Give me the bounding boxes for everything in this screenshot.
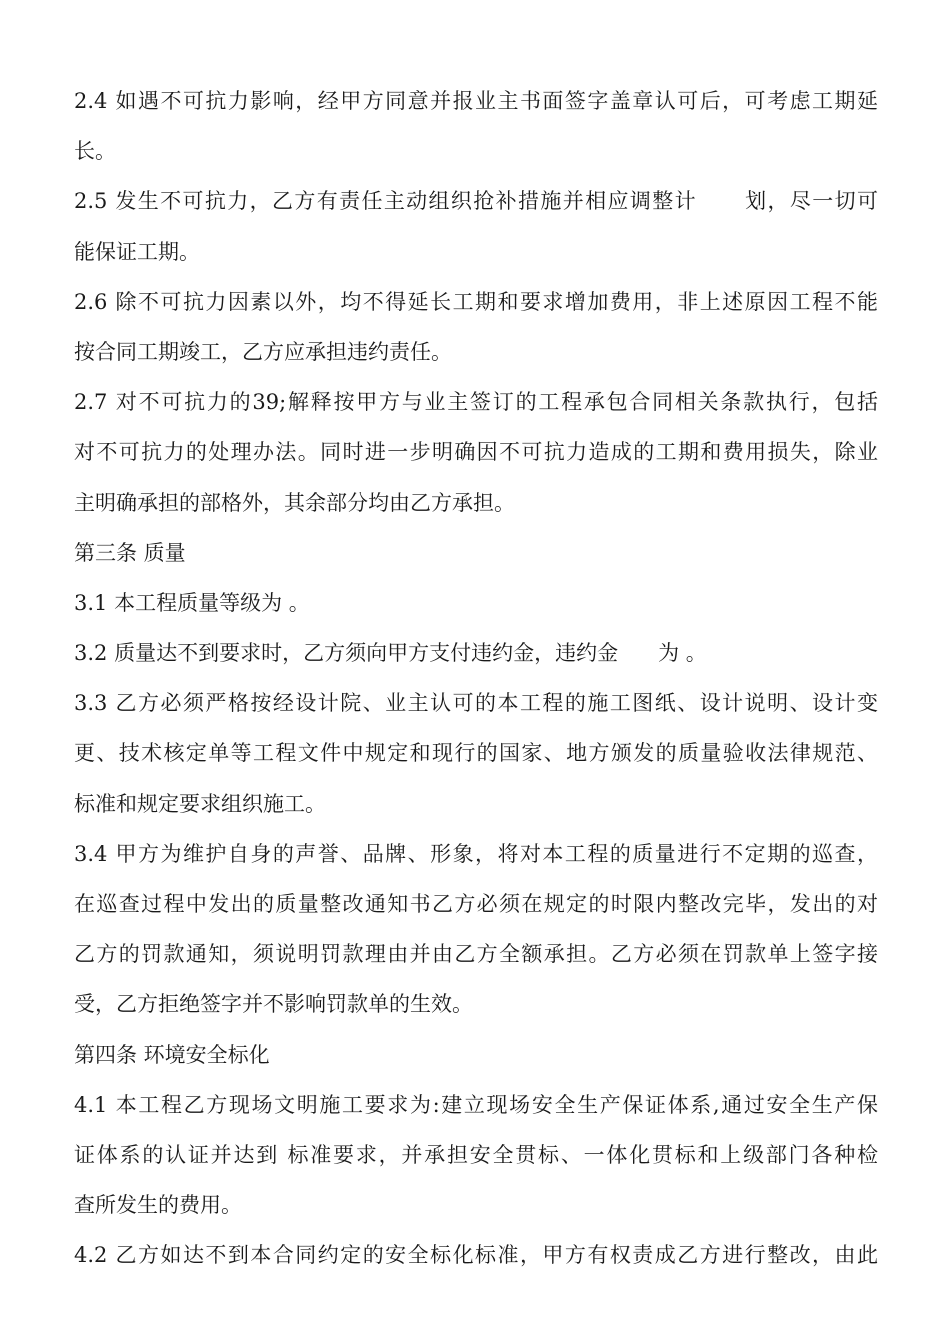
text-line: 受，乙方拒绝签字并不影响罚款单的生效。 <box>74 992 473 1017</box>
text-line: 2.4 如遇不可抗力影响，经甲方同意并报业主书面签字盖章认可后，可考虑工期延 <box>74 89 878 113</box>
text-line: 2.6 除不可抗力因素以外，均不得延长工期和要求增加费用，非上述原因工程不能 <box>74 289 878 314</box>
text-line: 3.1 本工程质量等级为 。 <box>74 590 310 615</box>
text-line: 标准和规定要求组织施工。 <box>74 791 326 816</box>
text-line: 3.3 乙方必须严格按经设计院、业主认可的本工程的施工图纸、设计说明、设计变 <box>74 691 878 716</box>
text-line: 4.1 本工程乙方现场文明施工要求为:建立现场安全生产保证体系,通过安全生产保 <box>74 1092 878 1117</box>
text-line: 在巡查过程中发出的质量整改通知书乙方必须在规定的时限内整改完毕，发出的对 <box>74 892 878 916</box>
text-line: 乙方的罚款通知，须说明罚款理由并由乙方全额承担。乙方必须在罚款单上签字接 <box>74 942 878 967</box>
text-line: 2.7 对不可抗力的39;解释按甲方与业主签订的工程承包合同相关条款执行，包括 <box>74 390 878 415</box>
text-line: 4.2 乙方如达不到本合同约定的安全标化标准，甲方有权责成乙方进行整改，由此 <box>74 1243 878 1268</box>
text-line: 3.2 质量达不到要求时，乙方须向甲方支付违约金，违约金 为 。 <box>74 641 707 666</box>
text-line: 第四条 环境安全标化 <box>74 1042 270 1067</box>
text-line: 更、技术核定单等工程文件中规定和现行的国家、地方颁发的质量验收法律规范、 <box>74 741 878 766</box>
text-line: 证体系的认证并达到 标准要求，并承担安全贯标、一体化贯标和上级部门各种检 <box>74 1142 878 1167</box>
document-page <box>74 76 878 1281</box>
text-line: 2.5 发生不可抗力，乙方有责任主动组织抢补措施并相应调整计 划，尽一切可 <box>74 189 878 214</box>
text-line: 按合同工期竣工，乙方应承担违约责任。 <box>74 339 452 364</box>
text-line: 对不可抗力的处理办法。同时进一步明确因不可抗力造成的工期和费用损失，除业 <box>74 440 878 465</box>
text-line: 查所发生的费用。 <box>74 1193 242 1218</box>
text-line: 3.4 甲方为维护自身的声誉、品牌、形象，将对本工程的质量进行不定期的巡查， <box>74 841 878 866</box>
text-line: 第三条 质量 <box>74 540 186 565</box>
text-line: 长。 <box>74 139 116 164</box>
text-line: 主明确承担的部格外，其余部分均由乙方承担。 <box>74 490 515 515</box>
text-line: 能保证工期。 <box>74 239 200 264</box>
